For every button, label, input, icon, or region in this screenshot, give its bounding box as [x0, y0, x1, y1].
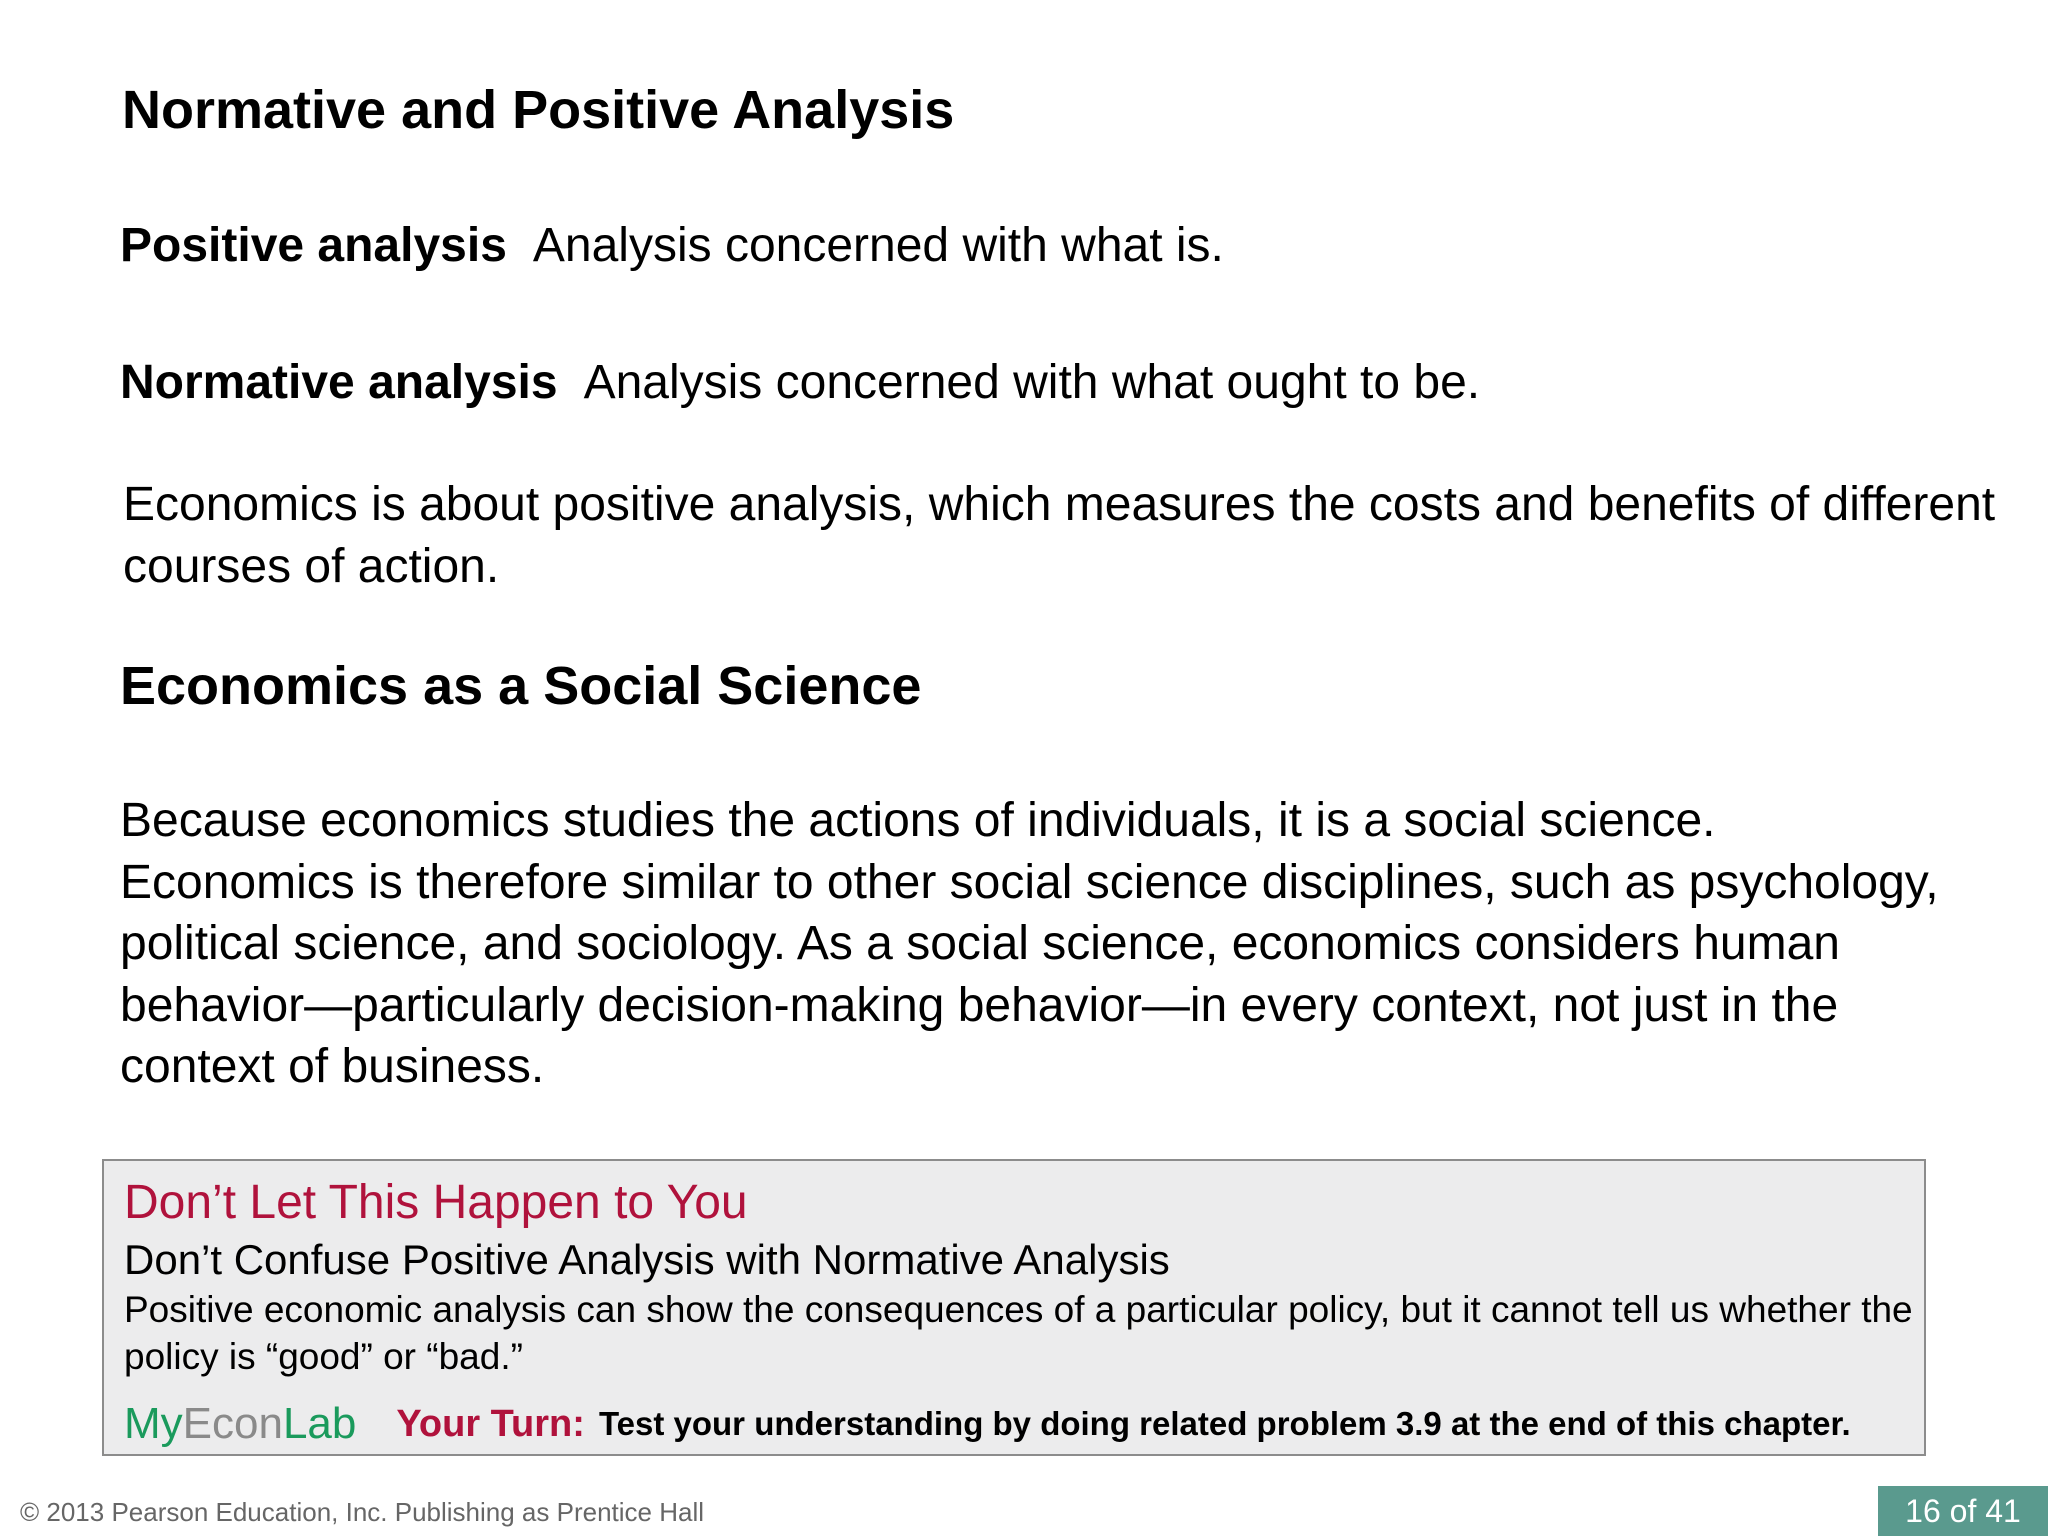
your-turn-label: Your Turn:	[396, 1402, 585, 1445]
callout-heading: Don’t Let This Happen to You	[124, 1176, 748, 1229]
copyright-notice: © 2013 Pearson Education, Inc. Publishing as Prentice Hall	[20, 1497, 704, 1527]
positive-analysis-paragraph: Economics is about positive analysis, which measures the costs and benefits of different courses of action.	[123, 478, 1996, 593]
definition-term: Positive analysis	[120, 219, 507, 272]
slide-title: Normative and Positive Analysis	[122, 80, 955, 140]
definition-positive-analysis	[120, 218, 1224, 274]
callout-subheading: Don’t Confuse Positive Analysis with Normative Analysis	[124, 1236, 1170, 1283]
section-heading: Economics as a Social Science	[120, 656, 922, 716]
dont-let-this-happen-callout	[102, 1159, 1926, 1456]
definition-normative-analysis	[120, 355, 1480, 411]
definition-text: Analysis concerned with what ought to be.	[583, 356, 1481, 409]
your-turn-row	[124, 1398, 1851, 1454]
callout-body: Positive economic analysis can show the consequences of a particular policy, but it cannot tell us whether the policy is “good” or “bad.”	[124, 1289, 1913, 1377]
your-turn-text: Test your understanding by doing related problem 3.9 at the end of this chapter.	[598, 1405, 1851, 1442]
myeconlab-logo[interactable]: MyEconLab	[124, 1399, 357, 1448]
definition-text: Analysis concerned with what is.	[532, 219, 1224, 272]
page-number-badge: 16 of 41	[1878, 1486, 2048, 1536]
social-science-paragraph: Because economics studies the actions of individuals, it is a social science. Economics is therefore similar to other social science disciplines, such as psychology, political science, and sociology. As a social science, economics considers human behavior—particularly decision-making behavior—in every context, not just in the context of business.	[120, 794, 1939, 1093]
definition-term: Normative analysis	[120, 356, 558, 409]
